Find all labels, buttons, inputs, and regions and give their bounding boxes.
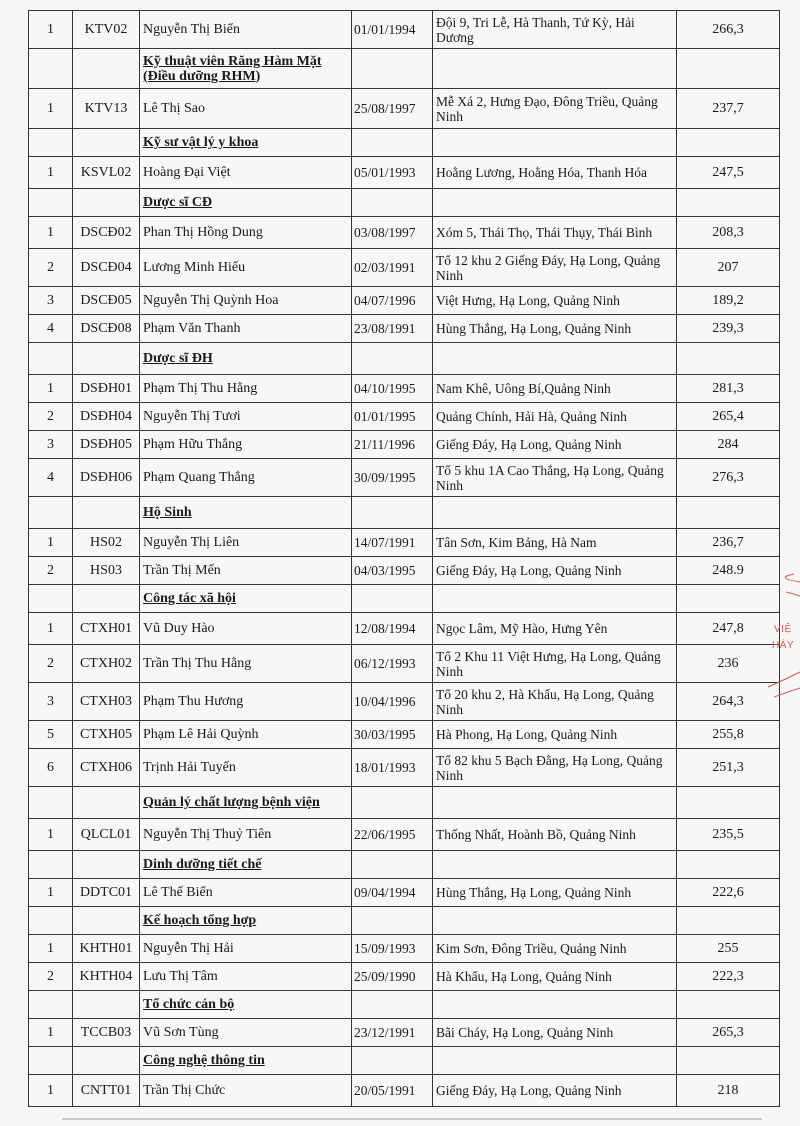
birth-date: 15/09/1993 — [352, 935, 433, 963]
row-number: 1 — [29, 819, 73, 851]
empty-cell — [677, 497, 780, 529]
table-row — [29, 749, 780, 787]
section-title: Hộ Sinh — [140, 497, 352, 529]
candidate-score: 237,7 — [677, 89, 780, 129]
candidate-address: Hùng Thắng, Hạ Long, Quảng Ninh — [433, 315, 677, 343]
candidate-name: Phạm Văn Thanh — [140, 315, 352, 343]
empty-cell — [73, 585, 140, 613]
empty-cell — [352, 585, 433, 613]
empty-cell — [29, 991, 73, 1019]
candidate-code: KHTH01 — [73, 935, 140, 963]
row-number: 2 — [29, 403, 73, 431]
empty-cell — [29, 497, 73, 529]
row-number: 1 — [29, 529, 73, 557]
row-number: 5 — [29, 721, 73, 749]
candidate-score: 236 — [677, 645, 780, 683]
birth-date: 01/01/1994 — [352, 11, 433, 49]
candidate-name: Hoàng Đại Việt — [140, 157, 352, 189]
section-title: Dinh dưỡng tiết chế — [140, 851, 352, 879]
candidate-name: Trần Thị Chức — [140, 1075, 352, 1107]
birth-date: 20/05/1991 — [352, 1075, 433, 1107]
birth-date: 06/12/1993 — [352, 645, 433, 683]
empty-cell — [29, 907, 73, 935]
section-header-row — [29, 991, 780, 1019]
row-number: 1 — [29, 613, 73, 645]
table-row — [29, 1019, 780, 1047]
candidate-code: DSĐH01 — [73, 375, 140, 403]
candidate-name: Nguyễn Thị Thuỷ Tiên — [140, 819, 352, 851]
empty-cell — [29, 851, 73, 879]
candidate-name: Vũ Sơn Tùng — [140, 1019, 352, 1047]
candidate-score: 255 — [677, 935, 780, 963]
empty-cell — [29, 1047, 73, 1075]
candidate-code: DSCĐ08 — [73, 315, 140, 343]
candidate-name: Phan Thị Hồng Dung — [140, 217, 352, 249]
birth-date: 25/08/1997 — [352, 89, 433, 129]
table-row — [29, 557, 780, 585]
empty-cell — [352, 851, 433, 879]
candidate-address: Mễ Xá 2, Hưng Đạo, Đông Triều, Quảng Ninh — [433, 89, 677, 129]
birth-date: 23/12/1991 — [352, 1019, 433, 1047]
empty-cell — [433, 49, 677, 89]
empty-cell — [73, 787, 140, 819]
section-header-row — [29, 851, 780, 879]
empty-cell — [433, 343, 677, 375]
candidate-name: Trần Thị Mến — [140, 557, 352, 585]
empty-cell — [677, 1047, 780, 1075]
candidate-score: 235,5 — [677, 819, 780, 851]
candidate-code: TCCB03 — [73, 1019, 140, 1047]
section-header-row — [29, 1047, 780, 1075]
empty-cell — [677, 189, 780, 217]
birth-date: 10/04/1996 — [352, 683, 433, 721]
candidate-code: KSVL02 — [73, 157, 140, 189]
section-header-row — [29, 343, 780, 375]
table-row — [29, 375, 780, 403]
table-row — [29, 459, 780, 497]
section-header-row — [29, 787, 780, 819]
candidate-address: Tổ 20 khu 2, Hà Khẩu, Hạ Long, Quảng Ninh — [433, 683, 677, 721]
candidate-code: CTXH05 — [73, 721, 140, 749]
empty-cell — [433, 1047, 677, 1075]
candidate-address: Hà Khẩu, Hạ Long, Quảng Ninh — [433, 963, 677, 991]
section-header-row — [29, 497, 780, 529]
empty-cell — [73, 129, 140, 157]
empty-cell — [73, 907, 140, 935]
birth-date: 04/07/1996 — [352, 287, 433, 315]
candidate-name: Phạm Thu Hương — [140, 683, 352, 721]
section-title: Kế hoạch tổng hợp — [140, 907, 352, 935]
row-number: 1 — [29, 89, 73, 129]
birth-date: 30/03/1995 — [352, 721, 433, 749]
candidate-address: Giếng Đáy, Hạ Long, Quảng Ninh — [433, 431, 677, 459]
candidate-score: 284 — [677, 431, 780, 459]
candidate-table — [28, 10, 780, 1107]
empty-cell — [73, 49, 140, 89]
candidate-name: Phạm Lê Hải Quỳnh — [140, 721, 352, 749]
table-row — [29, 645, 780, 683]
candidate-name: Phạm Thị Thu Hằng — [140, 375, 352, 403]
empty-cell — [352, 497, 433, 529]
empty-cell — [677, 343, 780, 375]
candidate-name: Phạm Hữu Thắng — [140, 431, 352, 459]
row-number: 1 — [29, 879, 73, 907]
empty-cell — [677, 907, 780, 935]
section-title: Kỹ sư vật lý y khoa — [140, 129, 352, 157]
candidate-code: HS03 — [73, 557, 140, 585]
candidate-name: Nguyễn Thị Hải — [140, 935, 352, 963]
candidate-code: DSCĐ02 — [73, 217, 140, 249]
candidate-code: CTXH06 — [73, 749, 140, 787]
candidate-address: Giếng Đáy, Hạ Long, Quảng Ninh — [433, 1075, 677, 1107]
row-number: 2 — [29, 557, 73, 585]
empty-cell — [433, 189, 677, 217]
candidate-code: QLCL01 — [73, 819, 140, 851]
candidate-score: 255,8 — [677, 721, 780, 749]
candidate-code: KHTH04 — [73, 963, 140, 991]
empty-cell — [433, 585, 677, 613]
candidate-score: 218 — [677, 1075, 780, 1107]
row-number: 1 — [29, 1019, 73, 1047]
candidate-address: Thống Nhất, Hoành Bồ, Quảng Ninh — [433, 819, 677, 851]
empty-cell — [433, 497, 677, 529]
candidate-score: 266,3 — [677, 11, 780, 49]
stamp-text-2: HÁY — [772, 640, 795, 651]
candidate-name: Lương Minh Hiếu — [140, 249, 352, 287]
birth-date: 03/08/1997 — [352, 217, 433, 249]
candidate-address: Bãi Cháy, Hạ Long, Quảng Ninh — [433, 1019, 677, 1047]
candidate-name: Vũ Duy Hào — [140, 613, 352, 645]
candidate-score: 222,6 — [677, 879, 780, 907]
section-header-row — [29, 585, 780, 613]
empty-cell — [352, 343, 433, 375]
table-row — [29, 217, 780, 249]
empty-cell — [433, 129, 677, 157]
section-header-row — [29, 129, 780, 157]
table-row — [29, 879, 780, 907]
candidate-score: 265,3 — [677, 1019, 780, 1047]
candidate-address: Đội 9, Tri Lễ, Hà Thanh, Tứ Kỳ, Hải Dương — [433, 11, 677, 49]
empty-cell — [433, 851, 677, 879]
candidate-code: HS02 — [73, 529, 140, 557]
empty-cell — [29, 129, 73, 157]
birth-date: 23/08/1991 — [352, 315, 433, 343]
candidate-score: 248.9 — [677, 557, 780, 585]
candidate-code: KTV02 — [73, 11, 140, 49]
table-row — [29, 819, 780, 851]
candidate-name: Lưu Thị Tâm — [140, 963, 352, 991]
row-number: 1 — [29, 217, 73, 249]
candidate-name: Nguyễn Thị Tươi — [140, 403, 352, 431]
section-title: Công tác xã hội — [140, 585, 352, 613]
empty-cell — [352, 991, 433, 1019]
candidate-score: 281,3 — [677, 375, 780, 403]
section-title: Dược sĩ CĐ — [140, 189, 352, 217]
section-title: Quản lý chất lượng bệnh viện — [140, 787, 352, 819]
candidate-name: Lê Thị Sao — [140, 89, 352, 129]
empty-cell — [73, 991, 140, 1019]
candidate-score: 247,8 — [677, 613, 780, 645]
candidate-address: Kim Sơn, Đông Triều, Quảng Ninh — [433, 935, 677, 963]
birth-date: 25/09/1990 — [352, 963, 433, 991]
row-number: 2 — [29, 645, 73, 683]
table-row — [29, 287, 780, 315]
candidate-score: 276,3 — [677, 459, 780, 497]
birth-date: 14/07/1991 — [352, 529, 433, 557]
candidate-address: Tổ 5 khu 1A Cao Thắng, Hạ Long, Quảng Ninh — [433, 459, 677, 497]
candidate-code: DSĐH06 — [73, 459, 140, 497]
empty-cell — [73, 189, 140, 217]
empty-cell — [29, 343, 73, 375]
row-number: 4 — [29, 315, 73, 343]
empty-cell — [73, 1047, 140, 1075]
stamp-arc-icon — [764, 572, 800, 702]
table-row — [29, 403, 780, 431]
empty-cell — [73, 851, 140, 879]
birth-date: 09/04/1994 — [352, 879, 433, 907]
empty-cell — [433, 991, 677, 1019]
row-number: 1 — [29, 11, 73, 49]
row-number: 1 — [29, 375, 73, 403]
birth-date: 04/03/1995 — [352, 557, 433, 585]
table-row — [29, 963, 780, 991]
empty-cell — [29, 585, 73, 613]
candidate-code: DSĐH05 — [73, 431, 140, 459]
table-row — [29, 935, 780, 963]
empty-cell — [352, 787, 433, 819]
candidate-address: Quảng Chính, Hải Hà, Quảng Ninh — [433, 403, 677, 431]
birth-date: 30/09/1995 — [352, 459, 433, 497]
candidate-address: Xóm 5, Thái Thọ, Thái Thụy, Thái Bình — [433, 217, 677, 249]
empty-cell — [352, 1047, 433, 1075]
candidate-score: 265,4 — [677, 403, 780, 431]
candidate-table-body — [29, 11, 780, 1107]
row-number: 4 — [29, 459, 73, 497]
candidate-score: 222,3 — [677, 963, 780, 991]
empty-cell — [29, 189, 73, 217]
candidate-code: CTXH03 — [73, 683, 140, 721]
candidate-score: 189,2 — [677, 287, 780, 315]
empty-cell — [352, 907, 433, 935]
section-title: Dược sĩ ĐH — [140, 343, 352, 375]
candidate-score: 247,5 — [677, 157, 780, 189]
row-number: 2 — [29, 963, 73, 991]
candidate-name: Nguyễn Thị Biển — [140, 11, 352, 49]
row-number: 2 — [29, 249, 73, 287]
candidate-address: Việt Hưng, Hạ Long, Quảng Ninh — [433, 287, 677, 315]
table-row — [29, 315, 780, 343]
candidate-name: Lê Thế Biển — [140, 879, 352, 907]
birth-date: 12/08/1994 — [352, 613, 433, 645]
section-title: Công nghệ thông tin — [140, 1047, 352, 1075]
birth-date: 18/01/1993 — [352, 749, 433, 787]
empty-cell — [433, 907, 677, 935]
empty-cell — [29, 49, 73, 89]
empty-cell — [677, 129, 780, 157]
row-number: 3 — [29, 683, 73, 721]
candidate-name: Nguyễn Thị Quỳnh Hoa — [140, 287, 352, 315]
results-sheet — [28, 10, 779, 1107]
birth-date: 22/06/1995 — [352, 819, 433, 851]
row-number: 3 — [29, 431, 73, 459]
candidate-address: Ngọc Lâm, Mỹ Hào, Hưng Yên — [433, 613, 677, 645]
row-number: 1 — [29, 1075, 73, 1107]
candidate-address: Tổ 12 khu 2 Giếng Đáy, Hạ Long, Quảng Ninh — [433, 249, 677, 287]
row-number: 3 — [29, 287, 73, 315]
candidate-name: Trần Thị Thu Hằng — [140, 645, 352, 683]
empty-cell — [29, 787, 73, 819]
stamp-text-1: VIỆ — [774, 624, 792, 635]
candidate-address: Hà Phong, Hạ Long, Quảng Ninh — [433, 721, 677, 749]
table-row — [29, 11, 780, 49]
candidate-address: Giếng Đáy, Hạ Long, Quảng Ninh — [433, 557, 677, 585]
candidate-score: 236,7 — [677, 529, 780, 557]
candidate-name: Trịnh Hải Tuyến — [140, 749, 352, 787]
candidate-score: 251,3 — [677, 749, 780, 787]
candidate-code: KTV13 — [73, 89, 140, 129]
table-row — [29, 157, 780, 189]
candidate-score: 208,3 — [677, 217, 780, 249]
candidate-score: 264,3 — [677, 683, 780, 721]
candidate-score: 207 — [677, 249, 780, 287]
table-row — [29, 721, 780, 749]
page-bottom-rule — [62, 1118, 762, 1120]
section-title: Kỹ thuật viên Răng Hàm Mặt (Điều dưỡng RHM) — [140, 49, 352, 89]
candidate-name: Phạm Quang Thắng — [140, 459, 352, 497]
candidate-address: Tân Sơn, Kim Bảng, Hà Nam — [433, 529, 677, 557]
birth-date: 02/03/1991 — [352, 249, 433, 287]
birth-date: 04/10/1995 — [352, 375, 433, 403]
empty-cell — [73, 343, 140, 375]
candidate-code: DSCĐ05 — [73, 287, 140, 315]
empty-cell — [352, 49, 433, 89]
candidate-code: DSCĐ04 — [73, 249, 140, 287]
empty-cell — [433, 787, 677, 819]
candidate-code: CTXH02 — [73, 645, 140, 683]
candidate-code: CTXH01 — [73, 613, 140, 645]
candidate-code: CNTT01 — [73, 1075, 140, 1107]
row-number: 1 — [29, 935, 73, 963]
candidate-address: Hùng Thắng, Hạ Long, Quảng Ninh — [433, 879, 677, 907]
row-number: 6 — [29, 749, 73, 787]
birth-date: 05/01/1993 — [352, 157, 433, 189]
candidate-address: Nam Khê, Uông Bí,Quảng Ninh — [433, 375, 677, 403]
empty-cell — [677, 991, 780, 1019]
empty-cell — [677, 851, 780, 879]
empty-cell — [677, 49, 780, 89]
table-row — [29, 1075, 780, 1107]
candidate-address: Hoằng Lương, Hoằng Hóa, Thanh Hóa — [433, 157, 677, 189]
candidate-score: 239,3 — [677, 315, 780, 343]
red-stamp-fragment — [764, 572, 800, 702]
empty-cell — [352, 189, 433, 217]
section-header-row — [29, 49, 780, 89]
table-row — [29, 683, 780, 721]
empty-cell — [352, 129, 433, 157]
table-row — [29, 89, 780, 129]
empty-cell — [677, 787, 780, 819]
birth-date: 21/11/1996 — [352, 431, 433, 459]
table-row — [29, 431, 780, 459]
birth-date: 01/01/1995 — [352, 403, 433, 431]
section-title: Tổ chức cán bộ — [140, 991, 352, 1019]
candidate-address: Tổ 82 khu 5 Bạch Đằng, Hạ Long, Quảng Ninh — [433, 749, 677, 787]
empty-cell — [73, 497, 140, 529]
table-row — [29, 529, 780, 557]
table-row — [29, 613, 780, 645]
candidate-code: DSĐH04 — [73, 403, 140, 431]
candidate-address: Tổ 2 Khu 11 Việt Hưng, Hạ Long, Quảng Ninh — [433, 645, 677, 683]
section-header-row — [29, 907, 780, 935]
row-number: 1 — [29, 157, 73, 189]
table-row — [29, 249, 780, 287]
candidate-name: Nguyễn Thị Liên — [140, 529, 352, 557]
candidate-code: DDTC01 — [73, 879, 140, 907]
section-header-row — [29, 189, 780, 217]
